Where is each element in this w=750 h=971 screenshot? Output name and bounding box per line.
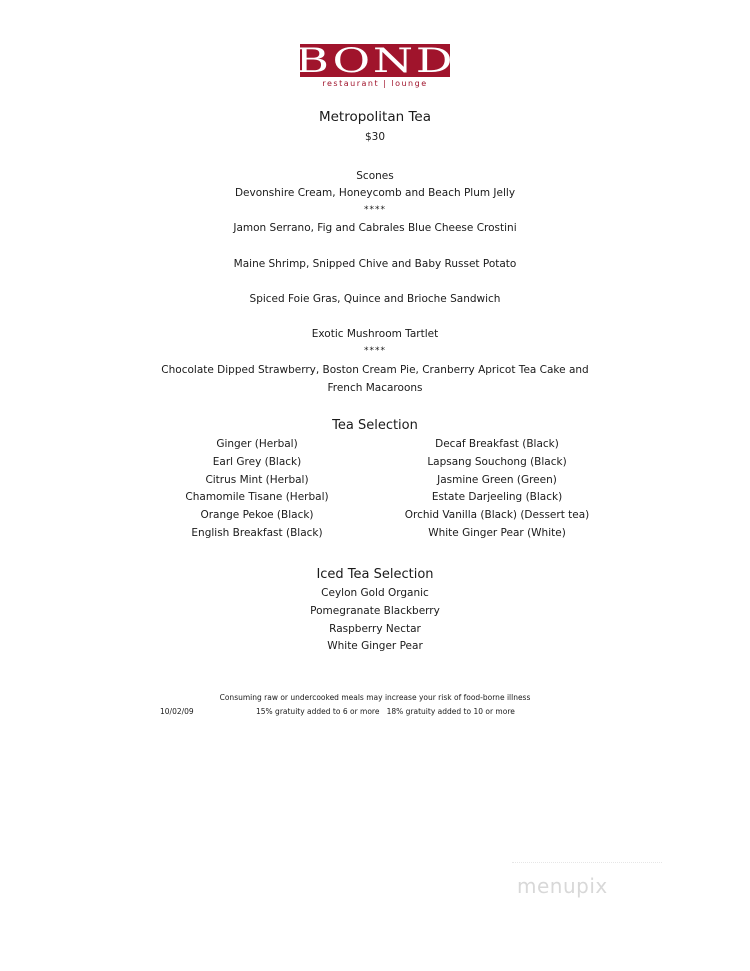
tea-item: Chamomile Tisane (Herbal) — [185, 491, 329, 504]
tea-item: English Breakfast (Black) — [191, 526, 323, 539]
course-shrimp: Maine Shrimp, Snipped Chive and Baby Russet Potato — [233, 258, 517, 270]
gratuity-note: 15% gratuity added to 6 or more 18% gratuity added to 10 or more — [256, 707, 515, 716]
menupix-watermark: menupix — [517, 874, 608, 898]
tea-item: Jasmine Green (Green) — [437, 473, 557, 486]
menu-price: $30 — [364, 131, 386, 143]
menu-date: 10/02/09 — [160, 707, 194, 716]
course-scones: Scones — [356, 170, 394, 182]
course-tartlet: Exotic Mushroom Tartlet — [311, 328, 439, 340]
tea-list-right — [377, 436, 617, 543]
iced-tea-item: Raspberry Nectar — [329, 622, 421, 635]
course-desserts-line1: Chocolate Dipped Strawberry, Boston Cream Pie, Cranberry Apricot Tea Cake and — [161, 364, 589, 376]
course-foie-gras: Spiced Foie Gras, Quince and Brioche Sandwich — [249, 293, 501, 305]
tea-item: Estate Darjeeling (Black) — [431, 491, 563, 504]
iced-tea-item: Pomegranate Blackberry — [310, 604, 440, 617]
logo-tagline: restaurant | lounge — [322, 79, 428, 88]
menu-title: Metropolitan Tea — [318, 109, 432, 125]
logo-wordmark: BOND — [295, 40, 455, 81]
iced-tea-list — [275, 585, 475, 656]
separator: **** — [364, 346, 386, 356]
iced-tea-item: Ceylon Gold Organic — [321, 587, 429, 599]
tea-item: Citrus Mint (Herbal) — [205, 473, 309, 486]
iced-tea-item: White Ginger Pear — [327, 640, 423, 653]
tea-item: Orange Pekoe (Black) — [200, 509, 314, 522]
tea-item: Decaf Breakfast (Black) — [435, 438, 559, 450]
separator: **** — [364, 205, 386, 215]
tea-item: White Ginger Pear (White) — [428, 526, 566, 539]
tea-item: Earl Grey (Black) — [212, 455, 302, 468]
bond-logo — [295, 40, 455, 81]
tea-item: Orchid Vanilla (Black) (Dessert tea) — [404, 509, 590, 522]
course-scones-desc: Devonshire Cream, Honeycomb and Beach Plum Jelly — [234, 187, 516, 199]
tea-selection-heading: Tea Selection — [332, 418, 418, 433]
watermark-divider — [512, 862, 662, 864]
course-crostini: Jamon Serrano, Fig and Cabrales Blue Cheese Crostini — [233, 222, 517, 234]
food-warning: Consuming raw or undercooked meals may increase your risk of food-borne illness — [219, 693, 531, 702]
course-desserts-line2: French Macaroons — [327, 382, 423, 394]
tea-item: Lapsang Souchong (Black) — [427, 455, 567, 468]
iced-tea-heading: Iced Tea Selection — [316, 567, 434, 582]
tea-list-left — [157, 436, 357, 543]
tea-item: Ginger (Herbal) — [216, 438, 298, 450]
